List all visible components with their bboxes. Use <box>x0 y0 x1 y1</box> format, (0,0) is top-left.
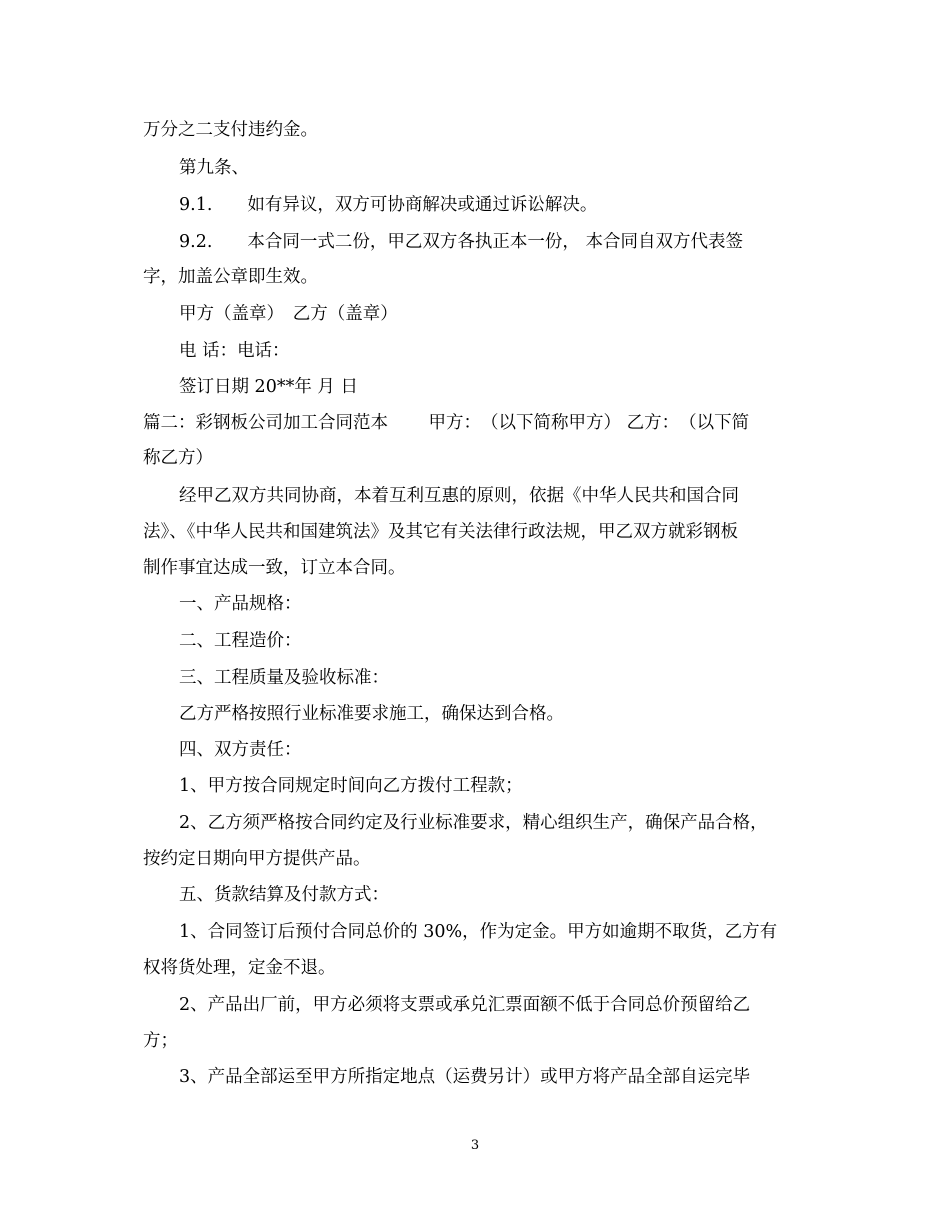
text-line: 称乙方） <box>143 448 213 468</box>
text-line: 制作事宜达成一致，订立本合同。 <box>143 558 406 578</box>
text-line: 法》、《中华人民共和国建筑法》及其它有关法律行政法规，甲乙双方就彩钢板 <box>143 522 738 542</box>
text-line: 乙方严格按照行业标准要求施工，确保达到合格。 <box>179 704 564 724</box>
text-line: 经甲乙双方共同协商，本着互利互惠的原则，依据《中华人民共和国合同 <box>179 486 739 506</box>
clause-heading: 三、工程质量及验收标准： <box>179 668 389 688</box>
text-line: 签订日期 20**年 月 日 <box>179 377 358 397</box>
text-line: 按约定日期向甲方提供产品。 <box>143 849 371 869</box>
text-line: 权将货处理，定金不退。 <box>143 958 336 978</box>
text-line: 甲方（盖章） 乙方（盖章） <box>179 304 398 324</box>
text-line: 9.1. 如有异议，双方可协商解决或通过诉讼解决。 <box>179 195 598 215</box>
section-heading: 篇二：彩钢板公司加工合同范本 甲方： （以下简称甲方） 乙方： （以下简 <box>143 413 750 433</box>
clause-heading: 五、货款结算及付款方式： <box>179 885 389 905</box>
text-line: 方； <box>143 1031 178 1051</box>
text-line: 1、合同签订后预付合同总价的 30%，作为定金。甲方如逾期不取货，乙方有 <box>179 922 778 942</box>
page-number: 3 <box>470 1138 480 1153</box>
clause-heading: 二、工程造价： <box>179 631 302 651</box>
text-line: 字，加盖公章即生效。 <box>143 267 318 287</box>
text-line: 电 话：电话： <box>179 341 290 361</box>
clause-heading: 一、产品规格： <box>179 594 302 614</box>
text-line: 2、产品出厂前，甲方必须将支票或承兑汇票面额不低于合同总价预留给乙 <box>179 995 751 1015</box>
text-line: 3、产品全部运至甲方所指定地点（运费另计）或甲方将产品全部自运完毕 <box>179 1067 751 1087</box>
text-line: 2、乙方须严格按合同约定及行业标准要求，精心组织生产，确保产品合格， <box>179 813 768 833</box>
text-line: 1、甲方按合同规定时间向乙方拨付工程款； <box>179 776 523 796</box>
clause-heading: 四、双方责任： <box>179 740 302 760</box>
text-line: 万分之二支付违约金。 <box>143 120 318 140</box>
text-line: 9.2. 本合同一式二份，甲乙双方各执正本一份， 本合同自双方代表签 <box>179 232 743 252</box>
text-line: 第九条、 <box>179 158 249 178</box>
